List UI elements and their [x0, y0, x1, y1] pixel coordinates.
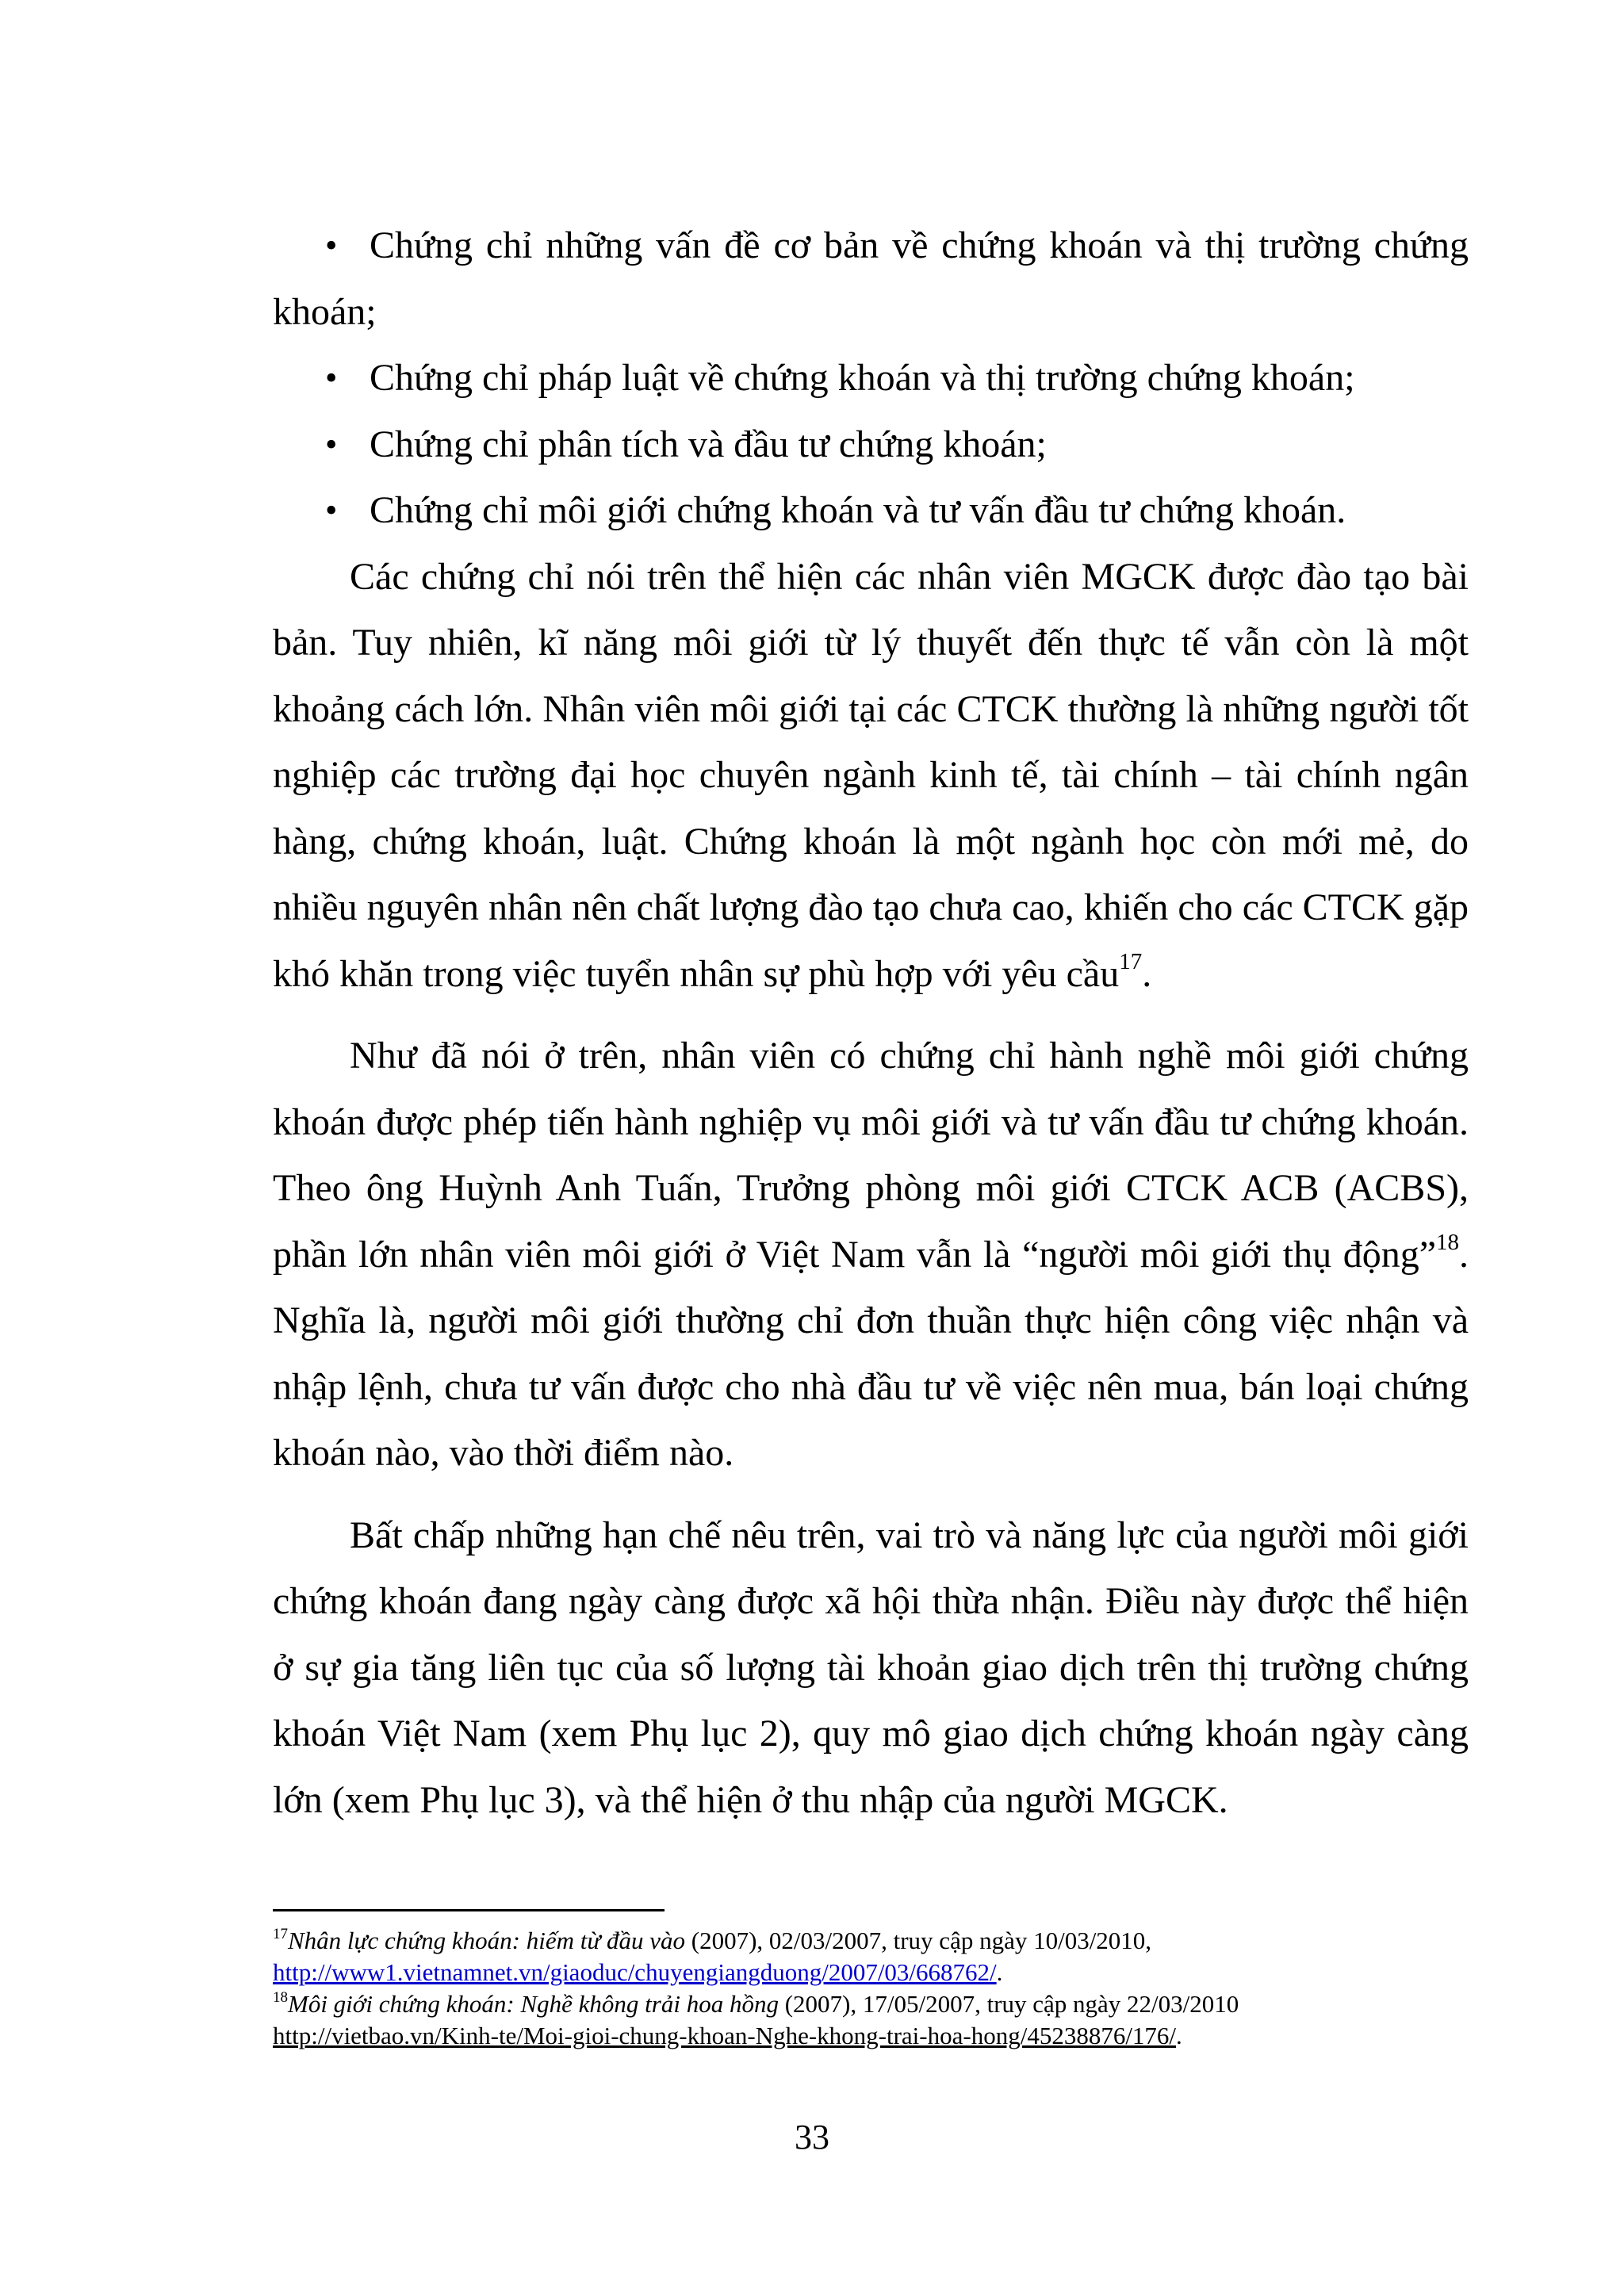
paragraph-text-continued: . Nghĩa là, người môi giới thường chỉ đơn thuần thực hiện công việc nhận và nhập lệnh, chưa tư vấn được cho nhà đầu tư về việc nên mua, bán loại chứng khoán nào, vào thời điểm nào. [273, 1233, 1469, 1474]
footnote-18 [273, 1988, 1478, 2052]
footnote-title: Môi giới chứng khoán: Nghề không trải hoa hồng [288, 1990, 779, 2018]
footnote-number: 17 [273, 1926, 288, 1942]
paragraph-recognition [273, 1502, 1469, 1834]
footnote-ref-18[interactable]: 18 [1436, 1229, 1459, 1255]
paragraph-end: . [1142, 952, 1152, 995]
paragraph-certificates [273, 544, 1469, 1008]
paragraph-text: Các chứng chỉ nói trên thể hiện các nhân viên MGCK được đào tạo bài bản. Tuy nhiên, kĩ năng môi giới từ lý thuyết đến thực tế vẫn còn là một khoảng cách lớn. Nhân viên môi giới tại các CTCK thường là những người tốt nghiệp các trường đại học chuyên ngành kinh tế, tài chính – tài chính ngân hàng, chứng khoán, luật. Chứng khoán là một ngành học còn mới mẻ, do nhiều nguyên nhân nên chất lượng đào tạo chưa cao, khiến cho các CTCK gặp khó khăn trong việc tuyển nhân sự phù hợp với yêu cầu [273, 555, 1469, 995]
footnotes [273, 1925, 1478, 2052]
footnote-end: . [1176, 2022, 1182, 2049]
footnote-title: Nhân lực chứng khoán: hiếm từ đầu vào [288, 1927, 685, 1954]
footnote-details: (2007), 17/05/2007, truy cập ngày 22/03/2010 [778, 1990, 1239, 2018]
footnote-ref-17[interactable]: 17 [1119, 948, 1143, 974]
list-item: • Chứng chỉ những vấn đề cơ bản về chứng khoán và thị trường chứng khoán; [273, 212, 1469, 345]
list-item: • Chứng chỉ môi giới chứng khoán và tư vấn đầu tư chứng khoán. [273, 477, 1469, 544]
footnote-end: . [996, 1958, 1003, 1986]
footnote-17 [273, 1925, 1478, 1988]
certificate-list [273, 212, 1469, 544]
list-item: • Chứng chỉ pháp luật về chứng khoán và thị trường chứng khoán; [273, 345, 1469, 411]
footnote-details: (2007), 02/03/2007, truy cập ngày 10/03/2010, [685, 1927, 1152, 1954]
paragraph-text: Như đã nói ở trên, nhân viên có chứng chỉ hành nghề môi giới chứng khoán được phép tiến hành nghiệp vụ môi giới và tư vấn đầu tư chứng khoán. Theo ông Huỳnh Anh Tuấn, Trưởng phòng môi giới CTCK ACB (ACBS), phần lớn nhân viên môi giới ở Việt Nam vẫn là “người môi giới thụ động” [273, 1035, 1469, 1276]
list-item: • Chứng chỉ phân tích và đầu tư chứng khoán; [273, 411, 1469, 478]
paragraph-passive-broker [273, 1023, 1469, 1487]
footnote-link[interactable]: http://www1.vietnamnet.vn/giaoduc/chuyengiangduong/2007/03/668762/ [273, 1958, 997, 1986]
footnote-number: 18 [273, 1989, 288, 2006]
footnote-link[interactable]: http://vietbao.vn/Kinh-te/Moi-gioi-chung-khoan-Nghe-khong-trai-hoa-hong/45238876/176/ [273, 2022, 1177, 2049]
page-body [273, 212, 1469, 1833]
paragraph-text: Bất chấp những hạn chế nêu trên, vai trò và năng lực của người môi giới chứng khoán đang ngày càng được xã hội thừa nhận. Điều này được thể hiện ở sự gia tăng liên tục của số lượng tài khoản giao dịch trên thị trường chứng khoán Việt Nam (xem Phụ lục 2), quy mô giao dịch chứng khoán ngày càng lớn (xem Phụ lục 3), và thể hiện ở thu nhập của người MGCK. [273, 1513, 1469, 1821]
footnote-separator [273, 1909, 665, 1911]
page-number: 33 [795, 2118, 829, 2156]
